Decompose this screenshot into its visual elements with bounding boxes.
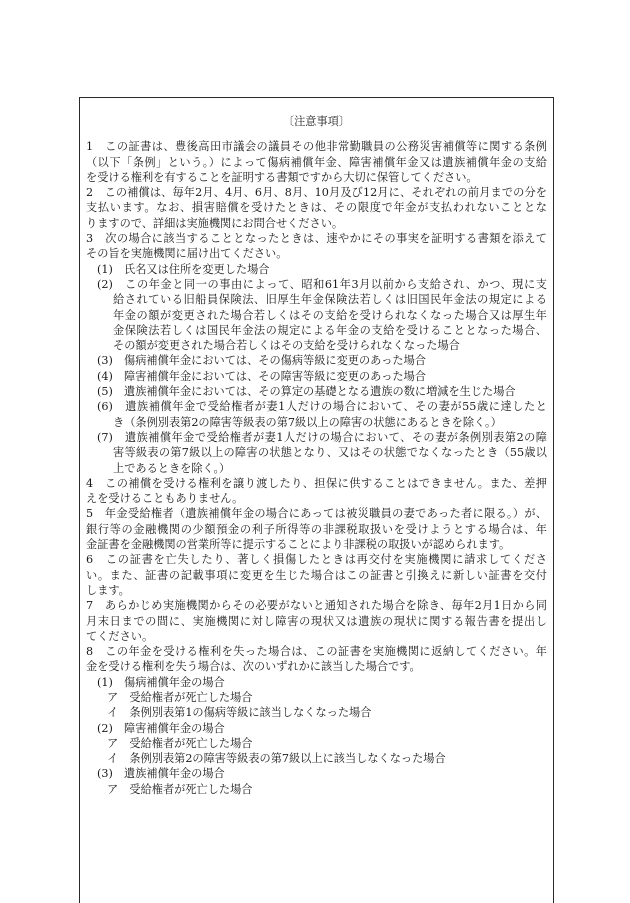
notice-line: （以下「条例」という。）によって傷病補償年金、障害補償年金又は遺族補償年金の支給 [86,155,547,169]
notice-line: 6 この証書を亡失したり、著しく損傷したときは再交付を実施機関に請求してくださ [86,553,547,567]
notice-line: 害等級表の第7級以上の障害の状態となり、又はその状態でなくなったとき（55歳以 [113,446,547,460]
notice-box [79,97,554,903]
notice-item [86,506,547,552]
notice-line: 5 年金受給権者（遺族補償年金の場合にあっては被災職員の妻であった者に限る。）が、 [86,507,547,521]
notice-item [86,552,547,598]
notice-line: ア 受給権者が死亡した場合 [107,690,253,704]
notice-line: 金保険法若しくは国民年金法の規定による年金の支給を受けることとなった場合、 [113,323,547,337]
notice-list [86,139,547,797]
notice-line: 上であるときを除く。） [113,461,231,475]
notice-line: てください。 [86,629,154,643]
notice-line: 銀行等の金融機関の少額預金の利子所得等の非課税取扱いを受けようとする場合は、年 [86,522,547,536]
notice-subsubitem [107,690,547,705]
notice-subsubitem [107,736,547,751]
notice-line: ア 受給権者が死亡した場合 [107,782,253,796]
notice-item [86,598,547,644]
notice-subitem [97,721,547,767]
notice-line: (1) 氏名又は住所を変更した場合 [97,262,270,276]
notice-line: き（条例別表第2の障害等級表の第7級以上の障害の状態にあるときを除く。） [113,415,502,429]
notice-line: (2) 障害補償年金の場合 [97,721,225,735]
notice-line: イ 条例別表第1の傷病等級に該当しなくなった場合 [107,706,372,720]
notice-subsubitem [107,751,547,766]
notice-line: 月末日までの間に、実施機関に対し障害の現状又は遺族の現状に関する報告書を提出し [86,614,547,628]
notice-line: ア 受給権者が死亡した場合 [107,736,253,750]
notice-subsubitem [107,705,547,720]
notice-line: 金証書を金融機関の営業所等に提示することにより非課税の取扱いが認められます。 [86,538,511,552]
notice-line: 8 この年金を受ける権利を失った場合は、この証書を実施機関に返納してください。年 [86,645,547,659]
notice-title: 〔注意事項〕 [282,115,351,128]
notice-line: 4 この補償を受ける権利を譲り渡したり、担保に供することはできません。また、差押 [86,476,547,490]
notice-line: 3 次の場合に該当することとなったときは、速やかにその事実を証明する書類を添えて [86,232,547,246]
notice-subitem [97,430,547,476]
notice-line: (7) 遺族補償年金で受給権者が妻1人だけの場合において、その妻が条例別表第2の障 [97,430,547,444]
notice-line: えを受けることもありません。 [86,492,244,506]
notice-line: します。 [86,583,130,597]
notice-subitem [97,675,547,721]
notice-line: 支払います。なお、損害賠償を受けたときは、その限度で年金が支払われないこととな [86,201,547,215]
notice-line: い。また、証書の記載事項に変更を生じた場合はこの証書と引換えに新しい証書を交付 [86,568,547,582]
notice-line: 金を受ける権利を失う場合は、次のいずれかに該当した場合です。 [86,660,421,674]
notice-line: その額が変更された場合若しくはその支給を受けられなくなった場合 [113,339,460,353]
notice-subitem [97,399,547,430]
notice-line: 1 この証書は、豊後高田市議会の議員その他非常勤職員の公務災害補償等に関する条例 [86,140,547,154]
notice-line: (3) 遺族補償年金の場合 [97,767,225,781]
notice-subitem [97,766,547,797]
notice-line: (5) 遺族補償年金においては、その算定の基礎となる遺族の数に増減を生じた場合 [97,385,516,399]
notice-line: を受ける権利を有することを証明する書類ですから大切に保管してください。 [86,170,478,184]
notice-subitem [97,262,547,277]
notice-subitem [97,277,547,353]
notice-item [86,476,547,507]
notice-line: 7 あらかじめ実施機関からその必要がないと通知された場合を除き、毎年2月1日から同 [86,599,547,613]
notice-line: (1) 傷病補償年金の場合 [97,675,225,689]
notice-subsubitem [107,782,547,797]
notice-line: (2) この年金と同一の事由によって、昭和61年3月以前から支給され、かつ、現に支 [97,277,547,291]
notice-line: 2 この補償は、毎年2月、4月、6月、8月、10月及び12月に、それぞれの前月までの分を [86,186,547,200]
notice-subitem [97,369,547,384]
notice-line: 給されている旧船員保険法、旧厚生年金保険法若しくは旧国民年金法の規定による [113,293,547,307]
notice-line: りますので、詳細は実施機関にお問合せください。 [86,216,344,230]
notice-line: イ 条例別表第2の障害等級表の第7級以上に該当しなくなった場合 [107,752,446,766]
notice-line: 年金の額が変更された場合若しくはその支給を受けられなくなった場合又は厚生年 [113,308,547,322]
notice-subitem [97,353,547,368]
notice-line: (3) 傷病補償年金においては、その傷病等級に変更のあった場合 [97,354,426,368]
notice-item [86,139,547,185]
notice-item [86,231,547,476]
notice-item [86,644,547,797]
notice-line: その旨を実施機関に届け出てください。 [86,247,288,261]
notice-subitem [97,384,547,399]
notice-line: (6) 遺族補償年金で受給権者が妻1人だけの場合において、その妻が55歳に達したと [97,400,547,414]
notice-line: (4) 障害補償年金においては、その障害等級に変更のあった場合 [97,369,426,383]
notice-item [86,185,547,231]
